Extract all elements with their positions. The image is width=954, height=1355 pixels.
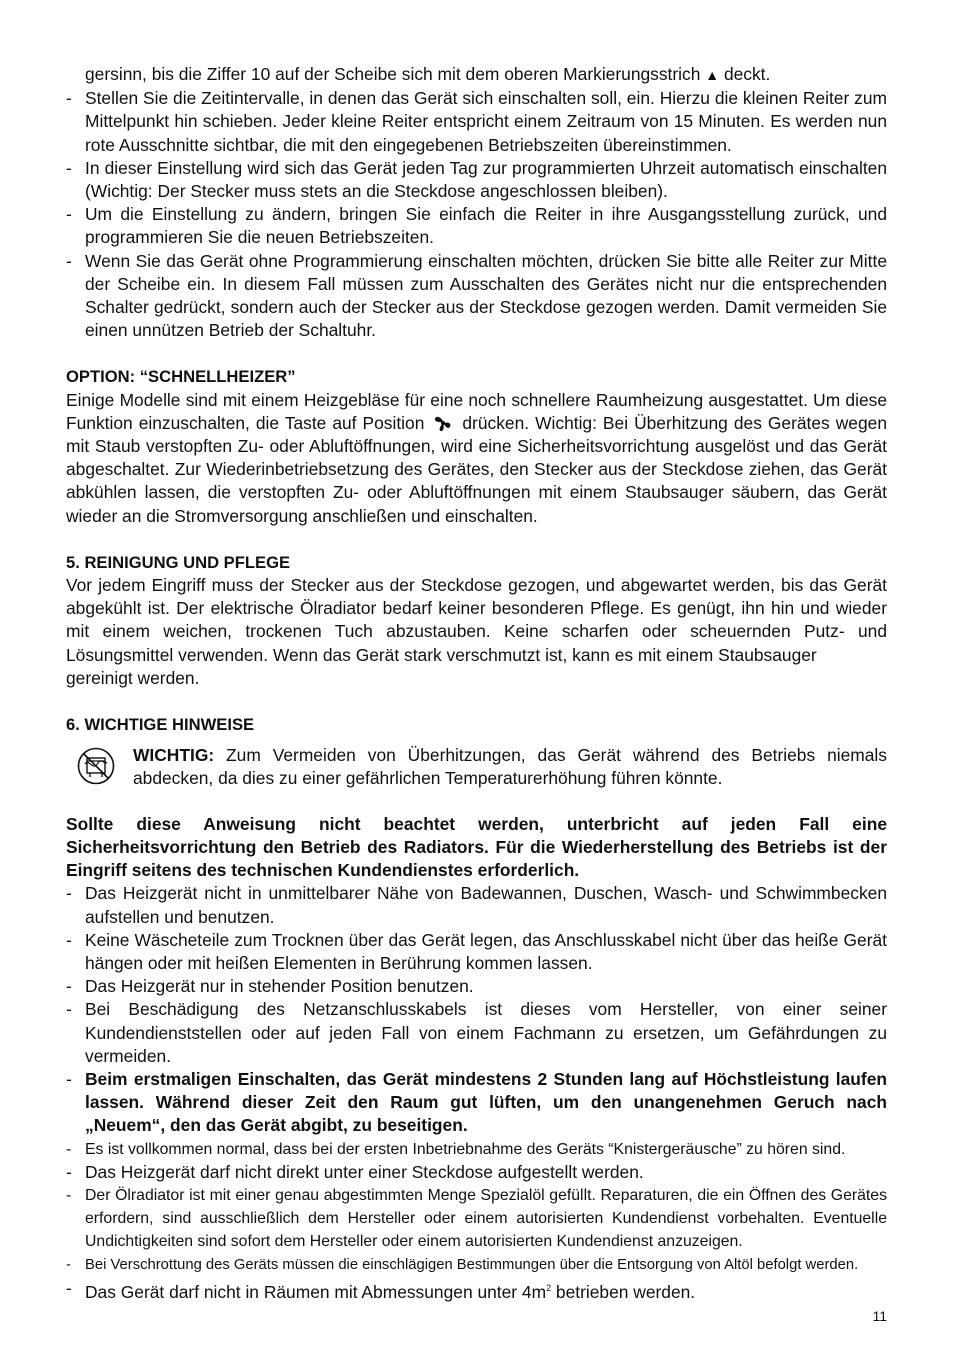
list-item: - Das Heizgerät darf nicht direkt unter einer Steckdose aufgestellt werden. [66,1161,644,1182]
page-number: 11 [872,1308,887,1324]
section-heading-notes: 6. WICHTIGE HINWEISE [66,715,255,735]
list-item: - Das Heizgerät nur in stehender Position benutzen. [66,976,474,997]
intro-text: gersinn, bis die Ziffer 10 auf der Scheibe sich mit dem oberen Markierungsstrich [85,64,706,84]
cleaning-paragraph-end: gereinigt werden. [66,667,200,688]
intro-continuation [66,63,887,87]
cleaning-paragraph: Vor jedem Eingriff muss der Stecker aus der Steckdose gezogen, und abgewartet werden, bis das Gerät abgekühlt ist. Der elektrische Ölradiator bedarf keiner besonderen Pflege. Es genügt, ihn hin und wieder mit einem weichen, trockenen Tuch abzustauben. Keine scharfen oder scheuernden Putz- und Lösungsmittel verwenden. Wenn das Gerät stark verschmutzt ist, kann es mit einem Staubsauger [66,575,887,665]
fan-icon [432,414,454,432]
list-item: - Das Heizgerät nicht in unmittelbarer Nähe von Badewannen, Duschen, Wasch- und Schwimmbecken aufstellen und benutzen. [66,883,887,927]
intro-text-end: deckt. [719,64,771,84]
list-item: - Bei Beschädigung des Netzanschlusskabels ist dieses vom Hersteller, von einer seiner Kundendienststellen oder auf jeden Fall von einem Fachmann zu ersetzen, um Gefährdungen zu vermeiden. [66,999,887,1066]
section-heading-cleaning: 5. REINIGUNG UND PFLEGE [66,552,291,572]
manual-page [66,63,887,1304]
list-item: - Das Gerät darf nicht in Räumen mit Abmessungen unter $4m^2$ betrieben werden. [66,1277,696,1302]
list-item: - Keine Wäscheteile zum Trocknen über das Gerät legen, das Anschlusskabel nicht über das heiße Gerät hängen oder mit heißen Elementen in Berührung kommen lassen. [66,929,887,973]
list-item: - In dieser Einstellung wird sich das Gerät jeden Tag zur programmierten Uhrzeit automatisch einschalten (Wichtig: Der Stecker muss stets an die Steckdose angeschlossen bleiben). [66,157,887,202]
do-not-cover-icon [76,746,116,786]
list-item: - Es ist vollkommen normal, dass bei der ersten Inbetriebnahme des Geräts “Knistergeräusche” zu hören sind. [66,1140,846,1158]
list-item: - Um die Einstellung zu ändern, bringen Sie einfach die Reiter in ihre Ausgangsstellung zurück, und programmieren Sie die neuen Betriebszeiten. [66,204,887,248]
section-heading-option: OPTION: “SCHNELLHEIZER” [66,367,296,387]
warning-text: WICHTIG: Zum Vermeiden von Überhitzungen, das Gerät während des Betriebs niemals abdecken, da dies zu einer gefährlichen Temperaturerhöhung führen könnte. [133,745,887,789]
bold-notice: Sollte diese Anweisung nicht beachtet werden, unterbricht auf jeden Fall eine Sicherheitsvorrichtung den Betrieb des Radiators. Für die Wiederherstellung des Betriebs ist der Eingriff seitens des technischen Kundendienstes erforderlich. [66,813,887,881]
list-item: - Beim erstmaligen Einschalten, das Gerät mindestens 2 Stunden lang auf Höchstleistung laufen lassen. Während dieser Zeit den Raum gut lüften, um den unangenehmen Geruch nach „Neuem“, den das Gerät abgibt, zu beseitigen. [66,1068,887,1136]
triangle-marker-icon: ▲ [705,67,720,83]
option-paragraph: Einige Modelle sind mit einem Heizgebläse für eine noch schnellere Raumheizung ausgestattet. Um diese Funktion einzuschalten, die Taste auf Position drücken. Wichtig: Bei Überhitzung des Gerätes wegen mit Staub verstopften Zu- oder Abluftöffnungen, wird eine Sicherheitsvorrichtung ausgelöst und das Gerät abgeschaltet. Zur Wiederinbetriebsetzung des Gerätes, den Stecker aus der Steckdose ziehen, das Gerät abkühlen lassen, die verstopften Zu- oder Abluftöffnungen mit einem Staubsauger säubern, das Gerät wieder an die Stromversorgung anschließen und einschalten. [66,389,887,526]
list-item: - Bei Verschrottung des Geräts müssen die einschlägigen Bestimmungen über die Entsorgung von Altöl befolgt werden. [66,1256,859,1273]
list-item: - Stellen Sie die Zeitintervalle, in denen das Gerät sich einschalten soll, ein. Hierzu die kleinen Reiter zum Mittelpunkt hin schieben. Jeder kleine Reiter entspricht einem Zeitraum von 15 Minuten. Es werden nun rote Ausschnitte sichtbar, die mit den eingegebenen Betriebszeiten übereinstimmen. [66,88,887,155]
warning-block [66,744,887,790]
list-item: - Der Ölradiator ist mit einer genau abgestimmten Menge Spezialöl gefüllt. Reparaturen, die ein Öffnen des Gerätes erfordern, sind ausschließlich dem Hersteller oder einem autorisierten Kundendienst vorbehalten. Eventuelle Undichtigkeiten sind sofort dem Hersteller oder einem autorisierten Kundendienst anzuzeigen. [66,1186,887,1251]
list-item: - Wenn Sie das Gerät ohne Programmierung einschalten möchten, drücken Sie bitte alle Reiter zur Mitte der Scheibe ein. In diesem Fall müssen zum Ausschalten des Gerätes nicht nur die entsprechenden Schalter gedrückt, sondern auch der Stecker aus der Steckdose gezogen werden. Damit vermeiden Sie einen unnützen Betrieb der Schaltuhr. [66,250,887,341]
